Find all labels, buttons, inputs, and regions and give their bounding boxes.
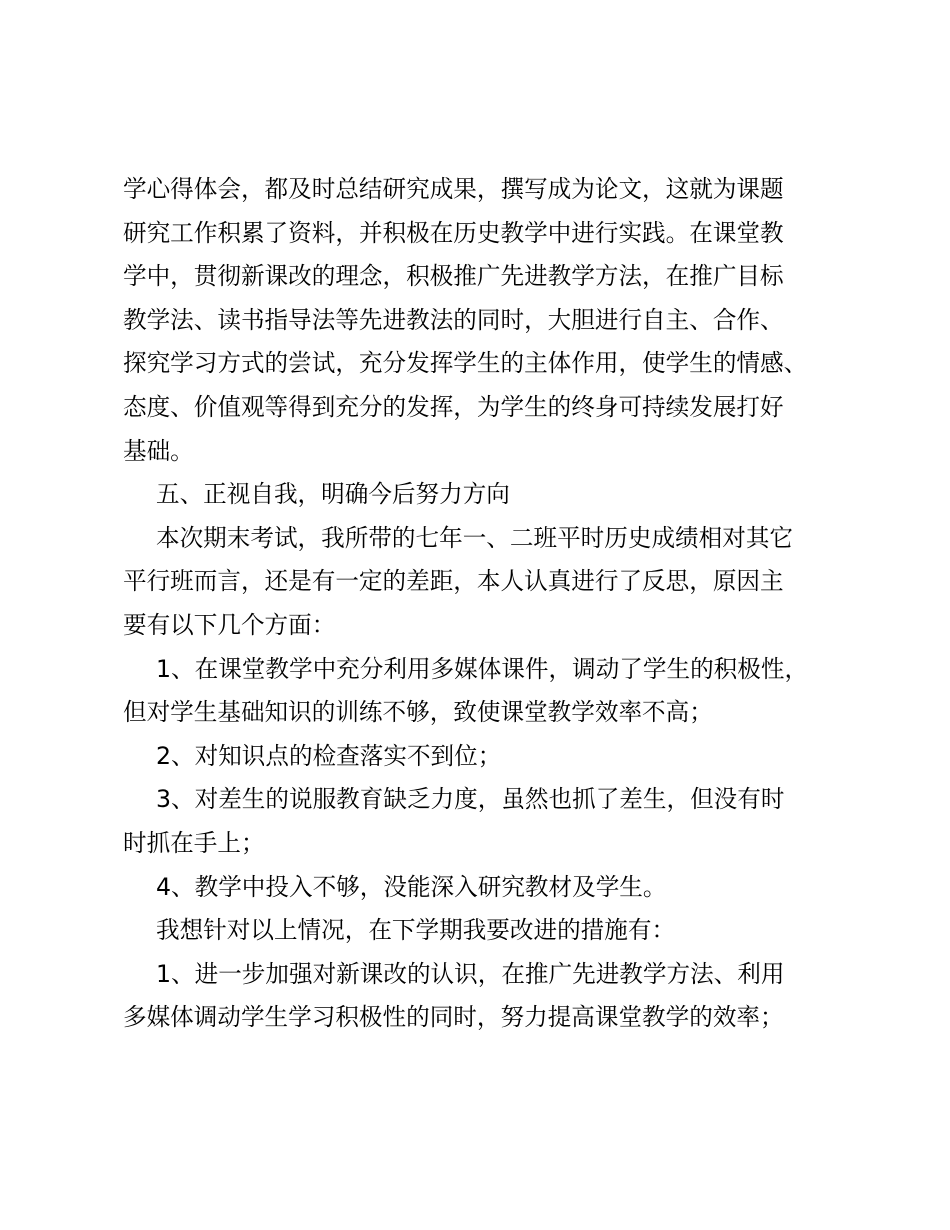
text-line: 探究学习方式的尝试，充分发挥学生的主体作用，使学生的情感、 bbox=[123, 349, 808, 378]
text-line: 学心得体会，都及时总结研究成果，撰写成为论文，这就为课题 bbox=[123, 175, 784, 203]
text-line: 1、在课堂教学中充分利用多媒体课件，调动了学生的积极性， bbox=[156, 654, 809, 683]
document-body bbox=[123, 168, 863, 1040]
text-line: 平行班而言，还是有一定的差距，本人认真进行了反思，原因主 bbox=[123, 567, 784, 596]
text-line: 3、对差生的说服教育缺乏力度，虽然也抓了差生，但没有时 bbox=[156, 785, 785, 814]
text-line: 时抓在手上； bbox=[123, 828, 265, 857]
text-line: 本次期末考试，我所带的七年一、二班平时历史成绩相对其它 bbox=[156, 523, 794, 552]
text-line: 学中，贯彻新课改的理念，积极推广先进教学方法，在推广目标 bbox=[123, 262, 784, 291]
text-line: 2、对知识点的检查落实不到位； bbox=[156, 741, 502, 770]
text-line: 研究工作积累了资料，并积极在历史教学中进行实践。在课堂教 bbox=[123, 218, 784, 247]
text-line: 态度、价值观等得到充分的发挥，为学生的终身可持续发展打好 bbox=[123, 392, 784, 421]
text-line: 4、教学中投入不够，没能深入研究教材及学生。 bbox=[156, 872, 667, 901]
text-line: 我想针对以上情况，在下学期我要改进的措施有： bbox=[156, 916, 676, 945]
text-line: 基础。 bbox=[123, 436, 194, 465]
text-line: 要有以下几个方面： bbox=[123, 610, 336, 639]
text-line: 多媒体调动学生学习积极性的同时，努力提高课堂教学的效率； bbox=[123, 1003, 784, 1032]
text-line: 1、进一步加强对新课改的认识，在推广先进教学方法、利用 bbox=[156, 959, 785, 988]
text-line: 教学法、读书指导法等先进教法的同时，大胆进行自主、合作、 bbox=[123, 305, 784, 334]
text-line: 五、正视自我，明确今后努力方向 bbox=[156, 480, 510, 509]
text-line: 但对学生基础知识的训练不够，致使课堂教学效率不高； bbox=[123, 698, 713, 727]
